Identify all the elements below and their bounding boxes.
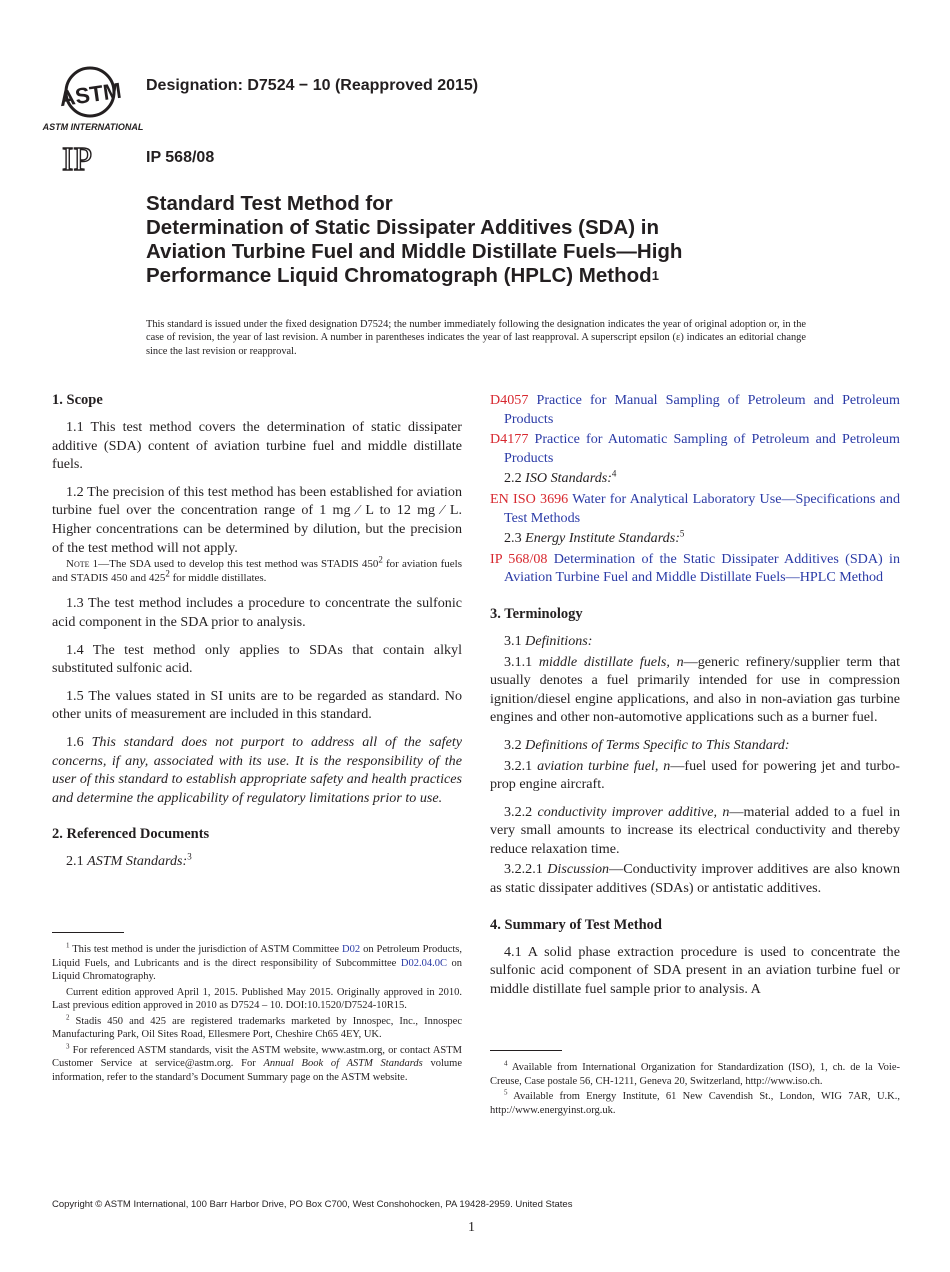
para-3-1: 3.1 Definitions: (504, 632, 593, 649)
title-line: Determination of Static Dissipater Additives (SDA) in (146, 216, 659, 239)
ref-title[interactable]: Practice for Manual Sampling of Petroleum and Petroleum Products (504, 392, 901, 427)
para-1-3: 1.3 The test method includes a procedure to concentrate the sulfonic acid component in the SDA prior to analysis. (52, 595, 462, 630)
ref-code[interactable]: IP 568/08 (490, 550, 548, 567)
note-1: Note 1—The SDA used to develop this test method was STADIS $450^2$ for aviation fuels and STADIS 450 and $425^2$ for middle distillates. (52, 554, 462, 584)
para-3-2-2: 3.2.2 conductivity improver additive, n—material added to a fuel in very small amounts to increase its electrical conductivity and thereby reduce relaxation time. (490, 803, 900, 857)
ref-title[interactable]: Determination of the Static Dissipater Additives (SDA) in Aviation Turbine Fuel and Middle Distillate Fuels—HPLC Method (504, 550, 900, 586)
link-d02-04-0c[interactable]: D02.04.0C (400, 957, 447, 969)
ip-logo (60, 140, 100, 176)
left-footnotes (52, 932, 462, 1086)
ref-item[interactable] (490, 550, 900, 587)
para-1-6: 1.6 This standard does not purport to address all of the safety concerns, if any, associated with its use. It is the responsibility of the user of this standard to establish appropriate safety and health practices and determine the applicability of regulatory limitations prior to use. (52, 733, 462, 806)
footnote-3: $^3$ For referenced ASTM standards, visit the ASTM website, www.astm.org, or contact ASTM Customer Service at service@astm.org. For Annual Book of ASTM Standards volume information, refer to the standard’s Document Summary page on the ASTM website. (52, 1042, 462, 1083)
ref-title[interactable]: Practice for Automatic Sampling of Petroleum and Petroleum Products (504, 431, 900, 466)
footnote-2: $^2$ Stadis 450 and 425 are registered trademarks marketed by Innospec, Inc., Innospec Manufacturing Park, Oil Sites Road, Ellesmere Port, Cheshire Ch65 4EY, UK. (52, 1013, 462, 1040)
para-2-1: 2.1 ASTM Standards:$^3$ (66, 851, 192, 870)
ref-item[interactable] (490, 391, 900, 428)
copyright-notice: Copyright © ASTM International, 100 Barr Harbor Drive, PO Box C700, West Conshohocken, PA 19428-2959. United States (52, 1199, 573, 1210)
link-d02[interactable]: D02 (342, 944, 361, 955)
left-column (52, 391, 463, 1083)
ref-title[interactable]: Water for Analytical Laboratory Use—Specifications and Test Methods (504, 490, 900, 526)
ref-code[interactable]: D4057 (490, 392, 529, 408)
section-heading-summary: 4. Summary of Test Method (490, 916, 662, 933)
para-2-2: 2.2 ISO Standards:$^4$ (504, 468, 617, 487)
ref-code[interactable]: EN ISO 3696 (490, 490, 569, 507)
para-2-3: 2.3 Energy Institute Standards:$^5$ (504, 528, 685, 547)
ref-item[interactable] (490, 430, 900, 467)
title-line: Performance Liquid Chromatograph (HPLC) Method$^1$ (146, 264, 659, 287)
title-footnote-marker: 1 (651, 268, 659, 283)
right-column (490, 391, 901, 1116)
page-number: 1 (468, 1220, 475, 1235)
document-title (146, 192, 866, 288)
para-3-2-2-1: 3.2.2.1 Discussion—Conductivity improver additives are also known as static dissipater additives (SDAs) or antistatic additives. (490, 861, 900, 897)
svg-text:ASTM: ASTM (57, 77, 123, 112)
para-4-1: 4.1 A solid phase extraction procedure is used to concentrate the sulfonic acid component of SDA present in an aviation turbine fuel or middle distillate fuel sample prior to analysis. A (490, 943, 900, 997)
footnote-rule (490, 1050, 562, 1051)
title-line: Standard Test Method for (146, 192, 393, 215)
para-3-1-1: 3.1.1 middle distillate fuels, n—generic refinery/supplier term that usually denotes a fuel primarily intended for use in compression ignition/diesel engine applications, and also in non-aviation gas turbine engines and other non-automotive applications such as a burner fuel. (490, 653, 900, 726)
designation: Designation: D7524 − 10 (Reapproved 2015) (146, 77, 479, 94)
astm-logo-text: ASTM INTERNATIONAL (42, 122, 144, 132)
footnote-rule (52, 932, 124, 933)
section-heading-scope: 1. Scope (52, 392, 103, 408)
title-line: Aviation Turbine Fuel and Middle Distillate Fuels—High (146, 240, 683, 263)
ip-logo-text: IP (62, 141, 93, 178)
footnote-5: $^5$ Available from Energy Institute, 61 New Cavendish St., London, WIG 7AR, U.K., http://www.energyinst.org.uk. (490, 1088, 900, 1116)
astm-logo (42, 62, 144, 134)
right-footnotes (490, 1050, 900, 1119)
para-1-5: 1.5 The values stated in SI units are to be regarded as standard. No other units of measurement are included in this standard. (52, 687, 462, 723)
ip-number: IP 568/08 (146, 149, 215, 166)
para-1-4: 1.4 The test method only applies to SDAs that contain alkyl substituted sulfonic acid. (52, 641, 462, 677)
footnote-1: $^1$ This test method is under the jurisdiction of ASTM Committee D02 on Petroleum Products, Liquid Fuels, and Lubricants and is the direct responsibility of Subcommittee D02.04.0C on Liquid Chromatography. (52, 941, 463, 982)
footnote-1-edition: Current edition approved April 1, 2015. Published May 2015. Originally approved in 2010. Last previous edition approved in 2010 as D7524 – 10. DOI:10.1520/D7524-10R15. (52, 986, 462, 1011)
para-3-2: 3.2 Definitions of Terms Specific to This Standard: (504, 736, 790, 753)
para-1-2: 1.2 The precision of this test method has been established for aviation turbine fuel over the concentration range of 1 mg ⁄ L to 12 mg ⁄ L. Higher concentrations can be determined by dilution, but the precision of the test method will not apply. (52, 483, 462, 556)
section-heading-terminology: 3. Terminology (490, 605, 583, 622)
ref-item[interactable] (490, 490, 900, 527)
preamble: This standard is issued under the fixed designation D7524; the number immediately following the designation indicates the year of original adoption or, in the case of revision, the year of last revision. A number in parentheses indicates the year of last reapproval. A superscript epsilon (ε) indicates an editorial change since the last revision or reapproval. (146, 319, 806, 357)
ref-code[interactable]: D4177 (490, 431, 529, 448)
section-heading-referenced-documents: 2. Referenced Documents (52, 826, 210, 843)
footnote-4: $^4$ Available from International Organization for Standardization (ISO), 1, ch. de la Voie-Creuse, Case postale 56, CH-1211, Geneva 20, Switzerland, http://www.iso.ch. (490, 1059, 900, 1087)
para-1-1: 1.1 This test method covers the determination of static dissipater additive (SDA) content of aviation turbine fuel and middle distillate fuels. (52, 419, 462, 473)
para-3-2-1: 3.2.1 aviation turbine fuel, n—fuel used for powering jet and turbo-prop engine aircraft. (490, 757, 900, 793)
